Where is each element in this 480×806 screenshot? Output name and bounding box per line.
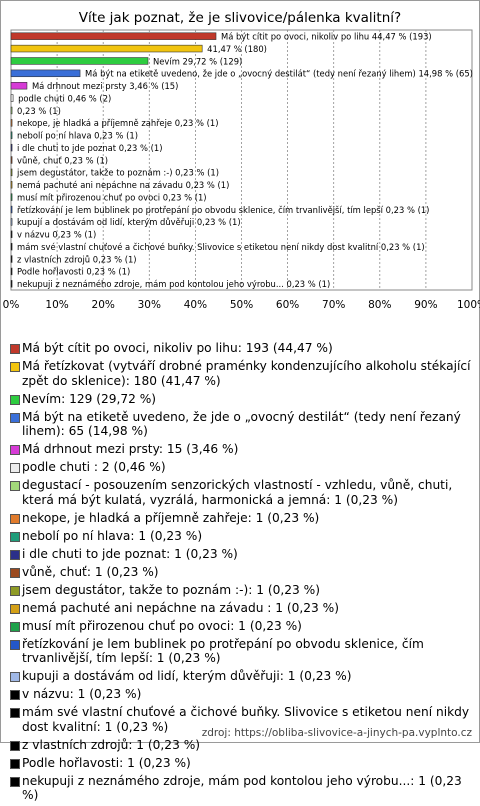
legend-label: Nevím: 129 (29,72 %) [22,392,156,406]
x-tick-label: 0% [3,299,20,311]
x-tick-label: 50% [230,299,253,311]
legend-swatch [10,690,20,700]
bar-label: kupují a dostávám od lidí, kterým důvěřuji 0,23 % (1) [17,217,241,227]
bar [11,119,12,126]
bar-label: 0,23 % (1) [17,106,61,116]
bar-label: jsem degustátor, takže to poznám :-) 0,23 % (1) [16,168,219,178]
legend-swatch [10,463,20,473]
legend-swatch [10,708,20,718]
legend-label: kupuji a dostávám od lidí, kterým důvěřuji: 1 (0,23 %) [22,669,351,683]
legend-item [8,565,474,580]
legend-label: Má být cítit po ovoci, nikoliv po lihu: 193 (44,47 %) [22,341,333,355]
legend-label: mám své vlastní chuťové a čichové buňky. Slivovice s etiketou není nikdy dost kvalitní: 1 (0,23 %) [22,705,469,734]
bar [11,268,12,275]
legend-item [8,460,474,475]
legend-swatch [10,344,20,354]
legend-swatch [10,413,20,423]
bar-label: mám své vlastní chuťové a čichové buňky. Slivovice s etiketou není nikdy dost kvalitní 0,23 % (1) [17,242,425,252]
legend-item [8,619,474,634]
legend-swatch [10,395,20,405]
x-tick-label: 90% [414,299,437,311]
legend-item [8,442,474,457]
x-tick-label: 100 [457,299,480,311]
legend-item [8,359,474,388]
x-tick-label: 40% [184,299,207,311]
legend-swatch [10,759,20,769]
legend-item [8,756,474,771]
bar [11,144,12,151]
legend-swatch [10,640,20,650]
x-tick-label: 10% [45,299,68,311]
legend-swatch [10,672,20,682]
bar-label: nemá pachuté ani nepáchne na závadu 0,23 % (1) [17,180,229,190]
legend-swatch [10,514,20,524]
legend-label: v názvu: 1 (0,23 %) [22,687,141,701]
legend-item [8,529,474,544]
bar [11,231,12,238]
legend-item [8,669,474,684]
legend-label: jsem degustátor, takže to poznám :-): 1 (0,23 %) [22,583,320,597]
legend-label: nebolí po ní hlava: 1 (0,23 %) [22,529,202,543]
legend-item [8,637,474,666]
x-tick-label: 80% [368,299,391,311]
legend-label: z vlastních zdrojů: 1 (0,23 %) [22,738,200,752]
bar [11,107,12,114]
bar-label: v názvu 0,23 % (1) [17,230,96,240]
bar-label: Nevím 29,72 % (129) [153,56,242,66]
bar-plot [0,0,480,340]
legend-label: řetízkování je lem bublinek po protřepání po obvodu sklenice, čím trvanlivější, tím lepší: 1 (0,23 %) [22,637,424,666]
legend-swatch [10,777,20,787]
bar-label: 41,47 % (180) [207,44,267,54]
x-tick-label: 70% [322,299,345,311]
legend-label: Má řetízkovat (vytváří drobné praménky kondenzujícího alkoholu stékající zpět do sklenice): 180 (41,47 %) [22,359,470,388]
bar [11,169,12,176]
legend-item [8,687,474,702]
bar [11,243,12,250]
bar-label: i dle chuti to jde poznat 0,23 % (1) [17,143,162,153]
bar-label: nekupuji z neznámého zdroje, mám pod kontolou jeho výrobu... 0,23 % (1) [17,279,330,289]
legend-label: Má být na etiketě uvedeno, že jde o „ovocný destilát“ (tedy není řezaný lihem): 65 (14,98 %) [22,410,461,439]
legend-swatch [10,362,20,372]
x-tick-label: 60% [276,299,299,311]
legend-swatch [10,550,20,560]
x-tick-label: 30% [138,299,161,311]
legend-label: musí mít přirozenou chuť po ovoci: 1 (0,23 %) [22,619,302,633]
bar-label: podle chuti 0,46 % (2) [18,93,111,103]
bar-label: z vlastních zdrojů 0,23 % (1) [17,254,137,264]
legend-item [8,738,474,753]
bar-label: musí mít přirozenou chuť po ovoci 0,23 % (1) [17,192,207,202]
bar-label: nebolí po ní hlava 0,23 % (1) [17,131,138,141]
legend-label: nekope, je hladká a příjemně zahřeje: 1 (0,23 %) [22,511,319,525]
bar [11,157,12,164]
legend-label: Má drhnout mezi prsty: 15 (3,46 %) [22,442,238,456]
source-credit: zdroj: https://obliba-slivovice-a-jinych-pa.vyplnto.cz [202,727,472,739]
bar-label: Má být cítit po ovoci, nikoliv po lihu 44,47 % (193) [221,31,432,41]
legend-label: nemá pachuté ani nepáchne na závadu : 1 (0,23 %) [22,601,339,615]
bar [11,206,12,213]
legend-item [8,392,474,407]
bar [11,45,202,52]
bar-label: Má drhnout mezi prsty 3,46 % (15) [32,81,178,91]
legend-item [8,410,474,439]
bar [11,194,12,201]
bar [11,33,216,40]
bar [11,280,12,287]
legend-swatch [10,622,20,632]
legend-swatch [10,741,20,751]
legend-swatch [10,532,20,542]
legend-label: nekupuji z neznámého zdroje, mám pod kontolou jeho výrobu...: 1 (0,23 %) [22,774,462,803]
bar-label: Má být na etiketě uvedeno, že jde o „ovocný destilát“ (tedy není řezaný lihem) 14,98 % (65) [85,69,473,79]
legend-item [8,583,474,598]
legend-item [8,511,474,526]
x-tick-label: 20% [92,299,115,311]
legend-swatch [10,586,20,596]
legend-label: i dle chuti to jde poznat: 1 (0,23 %) [22,547,238,561]
bar-label: řetízkování je lem bublinek po protřepání po obvodu sklenice, čím trvanlivější, tím lepší 0,23 % (1) [17,205,429,215]
legend-item [8,341,474,356]
bar-label: nekope, je hladká a příjemně zahřeje 0,23 % (1) [17,118,218,128]
legend-swatch [10,568,20,578]
bar [11,70,80,77]
bar [11,181,12,188]
legend-label: vůně, chuť: 1 (0,23 %) [22,565,159,579]
bar-label: Podle hořlavosti 0,23 % (1) [17,267,130,277]
bar-label: vůně, chuť 0,23 % (1) [17,155,108,165]
legend-item [8,547,474,562]
legend-swatch [10,604,20,614]
legend-item [8,601,474,616]
legend-label: degustací - posouzením senzorických vlastností - vzhledu, vůně, chuti, která má být kulatá, vyzrálá, harmonická a jemná: 1 (0,23 %) [22,478,452,507]
bar [11,132,12,139]
legend-item [8,478,474,507]
bar [11,82,27,89]
bar [11,58,148,65]
legend-label: podle chuti : 2 (0,46 %) [22,460,166,474]
bar [11,219,12,226]
legend-swatch [10,481,20,491]
legend-label: Podle hořlavosti: 1 (0,23 %) [22,756,191,770]
bar [11,256,12,263]
chart-title: Víte jak poznat, že je slivovice/pálenka kvalitní? [0,10,480,26]
bar [11,95,13,102]
legend-swatch [10,445,20,455]
legend-item [8,774,474,803]
